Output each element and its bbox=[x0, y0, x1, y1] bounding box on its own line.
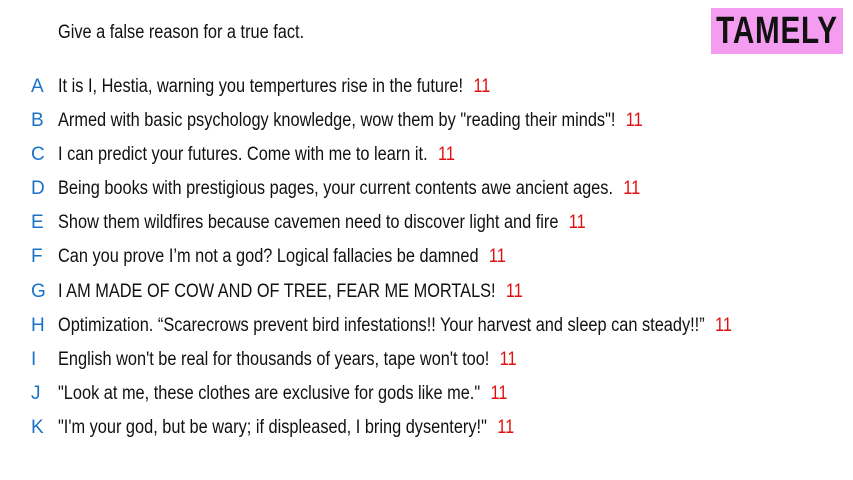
answer-text: "Look at me, these clothes are exclusive for gods like me." bbox=[58, 383, 481, 404]
answer-score: 11 bbox=[499, 349, 517, 370]
answer-text: It is I, Hestia, warning you tempertures rise in the future! bbox=[58, 76, 464, 97]
answer-score: 11 bbox=[714, 315, 732, 336]
answer-score: 11 bbox=[437, 144, 455, 165]
answer-text: Being books with prestigious pages, your current contents awe ancient ages. bbox=[58, 178, 613, 199]
answer-letter: C bbox=[31, 144, 45, 165]
answer-row-i bbox=[0, 345, 853, 375]
prompt-text: Give a false reason for a true fact. bbox=[58, 22, 305, 43]
answer-row-a bbox=[0, 72, 853, 102]
answer-score: 11 bbox=[497, 417, 515, 438]
answer-letter: B bbox=[31, 110, 44, 131]
answer-letter: K bbox=[31, 417, 44, 438]
answer-text: Armed with basic psychology knowledge, wow them by "reading their minds"! bbox=[58, 110, 616, 131]
answer-text: Can you prove I’m not a god? Logical fallacies be damned bbox=[58, 246, 479, 267]
answer-score: 11 bbox=[568, 212, 586, 233]
logo-text: TAMELY bbox=[716, 9, 838, 52]
answer-row-f bbox=[0, 242, 853, 272]
answer-score: 11 bbox=[490, 383, 508, 404]
answer-score: 11 bbox=[488, 246, 506, 267]
answer-row-c bbox=[0, 140, 853, 170]
answer-letter: E bbox=[31, 212, 44, 233]
answer-letter: J bbox=[31, 383, 41, 404]
answer-row-e bbox=[0, 208, 853, 238]
answer-text: Show them wildfires because cavemen need to discover light and fire bbox=[58, 212, 559, 233]
answer-letter: F bbox=[31, 246, 43, 267]
tamely-logo bbox=[711, 8, 843, 54]
answer-score: 11 bbox=[623, 178, 641, 199]
answer-score: 11 bbox=[625, 110, 643, 131]
answer-text: I can predict your futures. Come with me to learn it. bbox=[58, 144, 428, 165]
answer-text: English won't be real for thousands of years, tape won't too! bbox=[58, 349, 490, 370]
answer-letter: I bbox=[31, 349, 37, 370]
answer-text: Optimization. “Scarecrows prevent bird infestations!! Your harvest and sleep can steady!!” bbox=[58, 315, 705, 336]
answer-row-k bbox=[0, 413, 853, 443]
answer-text: "I'm your god, but be wary; if displeased, I bring dysentery!" bbox=[58, 417, 487, 438]
answer-letter: D bbox=[31, 178, 45, 199]
answer-row-g bbox=[0, 277, 853, 307]
answer-letter: A bbox=[31, 76, 44, 97]
answer-row-j bbox=[0, 379, 853, 409]
answer-letter: G bbox=[31, 281, 46, 302]
answer-score: 11 bbox=[505, 281, 523, 302]
answer-text: I AM MADE OF COW AND OF TREE, FEAR ME MORTALS! bbox=[58, 281, 496, 302]
answer-row-d bbox=[0, 174, 853, 204]
answer-score: 11 bbox=[473, 76, 491, 97]
answer-row-b bbox=[0, 106, 853, 136]
answer-letter: H bbox=[31, 315, 45, 336]
answer-row-h bbox=[0, 311, 853, 341]
